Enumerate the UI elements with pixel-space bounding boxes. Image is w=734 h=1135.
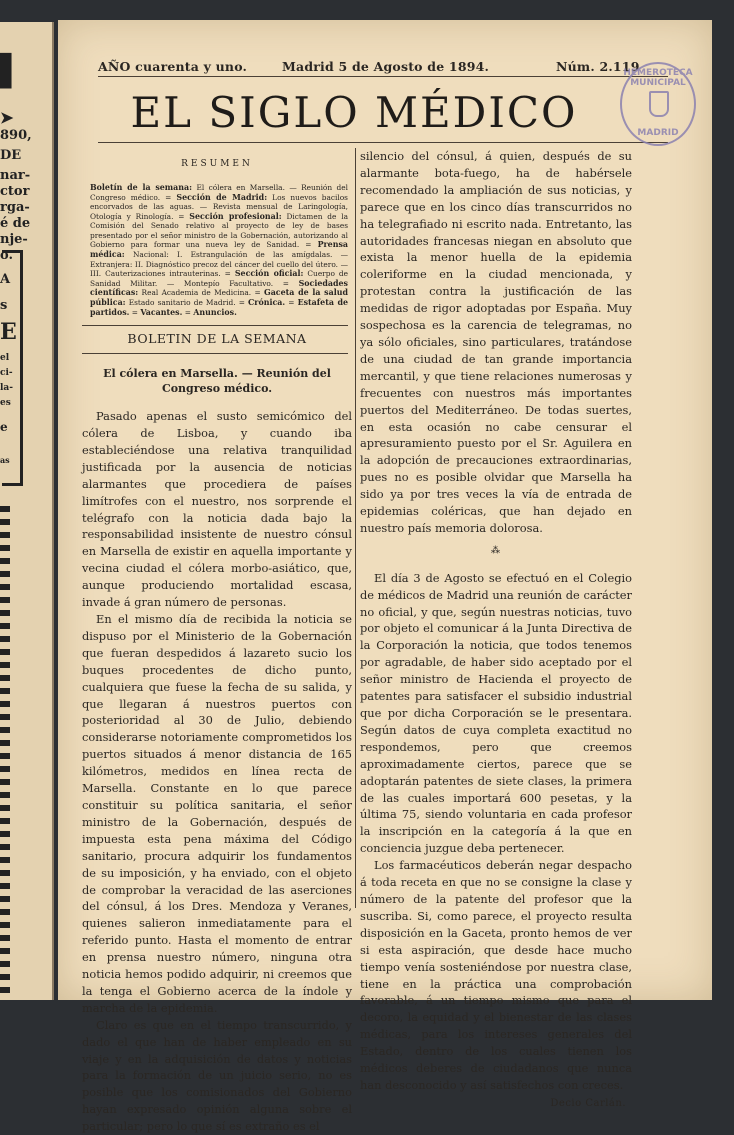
left-fragment: A — [0, 272, 11, 287]
issue-number: Núm. 2.119 — [556, 59, 640, 74]
left-fragment: el — [0, 353, 10, 363]
left-fragment: es — [0, 398, 11, 408]
newspaper-page — [58, 20, 712, 1134]
article-paragraph: En el mismo día de recibida la noticia se dispuso por el Ministerio de la Gobernación que fueran despedidos á lazareto sucio los buques procedentes de dicho punto, cualquiera que fuese la fecha de su salida, y que llegaran á nuestros puertos con posterioridad al 30 de Julio, debiendo considerarse notoriamente comprometidos los puertos situados á menor distancia de 165 kilómetros, medidos en línea recta de Marsella. Constante en lo que parece constituir su política sanitaria, el señor ministro de la Gobernación, después de impuesta esta pena máxima del Código sanitario, procura adquirir los fundamentos de su imposición, y ha enviado, con el objeto de comprobar la veracidad de las aserciones del cónsul, á los Dres. Mendoza y Veranes, quienes salieron inmediatamente para el referido punto. Hasta el momento de entrar en prensa nuestro número, ninguna otra noticia hemos podido adquirir, ni creemos que la tenga el Gobierno acerca de la índole y marcha de la epidemia. — [82, 612, 352, 1015]
left-fragment: ctor — [0, 184, 30, 199]
left-fragment: e — [0, 420, 8, 434]
library-stamp — [620, 62, 696, 146]
article-paragraph: silencio del cónsul, á quien, después de su alarmante bota-fuego, ha de habérsele recomendado la ampliación de sus noticias, y parece que en los cinco días transcurridos no ha telegrafiado ni escrito nada. Entretanto, las autoridades francesas niegan en absoluto que exista la menor huella de la epidemia coleriforme en la ciudad mencionada, y protestan contra la justificación de las medidas de rigor adoptadas por España. Muy sospechosa es la carencia de telegramas, no ya sólo oficiales, sino particulares, tratándose de una ciudad de tan grande importancia mercantil, y que tiene relaciones numerosas y frecuentes con nuestros más importantes puertos del Mediterráneo. De todas suertes, en esta ocasión no cabe censurar el apresuramiento puesto por el Sr. Aguilera en la adopción de precauciones extraordinarias, pues no es posible olvidar que Marsella ha sido ya por tres veces la vía de entrada de epidemias coléricas, que han dejado en nuestro país memoria dolorosa. — [360, 149, 632, 535]
left-fragment: as — [0, 455, 10, 465]
left-fragment: DE — [0, 148, 22, 163]
stamp-top-text: HEMEROTECA MUNICIPAL — [623, 68, 693, 88]
resumen-list: Boletín de la semana: El cólera en Marsella. — Reunión del Congreso médico. = Sección de Madrid: Los nuevos bacilos encorvados de las aguas. — Revista mensual de Laringología, Otología y Rinología. = Sección profesional: Dictamen de la Comisión del Senado relativo al proyecto de ley de bases presentado por el señor ministro de la Gobernación, autorizando al Gobierno para formar una nueva ley de Sanidad. = Prensa médica: Nacional: I. Estrangulación de las amígdalas. — Extranjera: II. Diagnóstico precoz del cáncer del cuello del útero. — III. Cauterizaciones intrauterinas. = Sección oficial: Cuerpo de Sanidad Militar. — Montepío Facultativo. = Sociedades científicas: Real Academia de Medicina. = Gaceta de la salud pública: Estado sanitario de Madrid. = Crónica. = Estafeta de partidos. = Vacantes. = Anuncios. — [90, 182, 349, 317]
adjacent-page-fragment: ▌ ➤ 890, DE nar- ctor rga- é de nje- o. A s E el ci- la- es e as — [0, 22, 54, 1000]
left-column — [82, 148, 352, 1135]
left-fragment: o. — [0, 248, 13, 263]
coat-of-arms-icon — [649, 91, 669, 117]
article-paragraph: Pasado apenas el susto semicómico del cólera de Lisboa, y cuando iba estableciéndose una relativa tranquilidad justificada por la ausencia de noticias alarmantes que procediera de países limítrofes con el nuestro, nos sorprende el telégrafo con la noticia dada bajo la responsabilidad insistente de nuestro cónsul en Marsella de existir en aquella importante y vecina ciudad el cólera morbo-asiático, que, aunque produciendo mortalidad escasa, invade á gran número de personas. — [82, 409, 352, 610]
article-paragraph: El día 3 de Agosto se efectuó en el Colegio de médicos de Madrid una reunión de carácter no oficial, y que, según nuestras noticias, tuvo por objeto el comunicar á la Junta Directiva de la Corporación la noticia, que todos tenemos por agradable, de haber sido aceptado por el señor ministro de Hacienda el proyecto de patentes para satisfacer el subsidio industrial que por dicha Corporación se le presentara. Según datos de cuya completa exactitud no respondemos, pero que creemos aproximadamente ciertos, parece que se adoptarán patentes de siete clases, la primera de las cuales importará 600 pesetas, y la última 75, siendo voluntaria en cada profesor la inscripción en la categoría á la que en conciencia juzgue deba pertenecer. — [360, 570, 632, 856]
left-decorative-border — [0, 506, 10, 1000]
article-paragraph: Los farmacéuticos deberán negar despacho á toda receta en que no se consigne la clase y número de la patente del profesor que la suscriba. Si, como parece, el proyecto resulta disposición en la Gaceta, pronto hemos de ver si esta aspiración, que desde hace mucho tiempo venía sosteniéndose por nuestra clase, tiene en la práctica una comprobación favorable, á un tiempo mismo que para el decoro, la equidad y el bienestar de las clases médicas, para los intereses generales del Estado, dentro de los cuales tienen los médicos deberes de ciudadanos que nunca han desconocido y así satisfechos con creces. — [360, 858, 632, 1092]
left-fragment: s — [0, 298, 8, 313]
left-fragment: 890, — [0, 128, 32, 143]
issue-date: Madrid 5 de Agosto de 1894. — [282, 59, 490, 74]
left-fragment: nje- — [0, 232, 28, 247]
masthead-title: EL SIGLO MÉDICO — [130, 88, 578, 137]
section-rule — [82, 325, 348, 326]
left-fragment: é de — [0, 216, 31, 231]
left-fragment: nar- — [0, 168, 31, 183]
masthead-rule — [98, 142, 668, 143]
left-fragment: la- — [0, 383, 13, 393]
stamp-bottom-text: MADRID — [637, 128, 679, 138]
left-fragment: E — [0, 319, 17, 345]
column-divider — [355, 148, 356, 908]
issue-year: AÑO cuarenta y uno. — [98, 59, 248, 74]
header-rule — [98, 76, 668, 77]
article-subheading: El cólera en Marsella. — Reunión del Congreso médico. — [103, 367, 331, 396]
left-fragment: ci- — [0, 368, 13, 378]
left-fragment: rga- — [0, 200, 30, 215]
article-paragraph: Claro es que en el tiempo transcurrido, y dado el que han de haber empleado en su viaje y en la adquisición de datos y noticias para la formación de un juicio serio, no es posible que los comisionados del Gobierno hayan expresado opinión alguna sobre el particular; pero lo que sí es extraño es el — [82, 1017, 352, 1134]
section-rule — [82, 353, 348, 354]
resumen-heading: RESUMEN — [181, 159, 253, 169]
right-column — [360, 148, 632, 1113]
boletin-heading: BOLETIN DE LA SEMANA — [127, 331, 307, 347]
author-signature: Decio Carlán. — [550, 1097, 626, 1109]
section-separator: ⁂ — [491, 545, 501, 556]
